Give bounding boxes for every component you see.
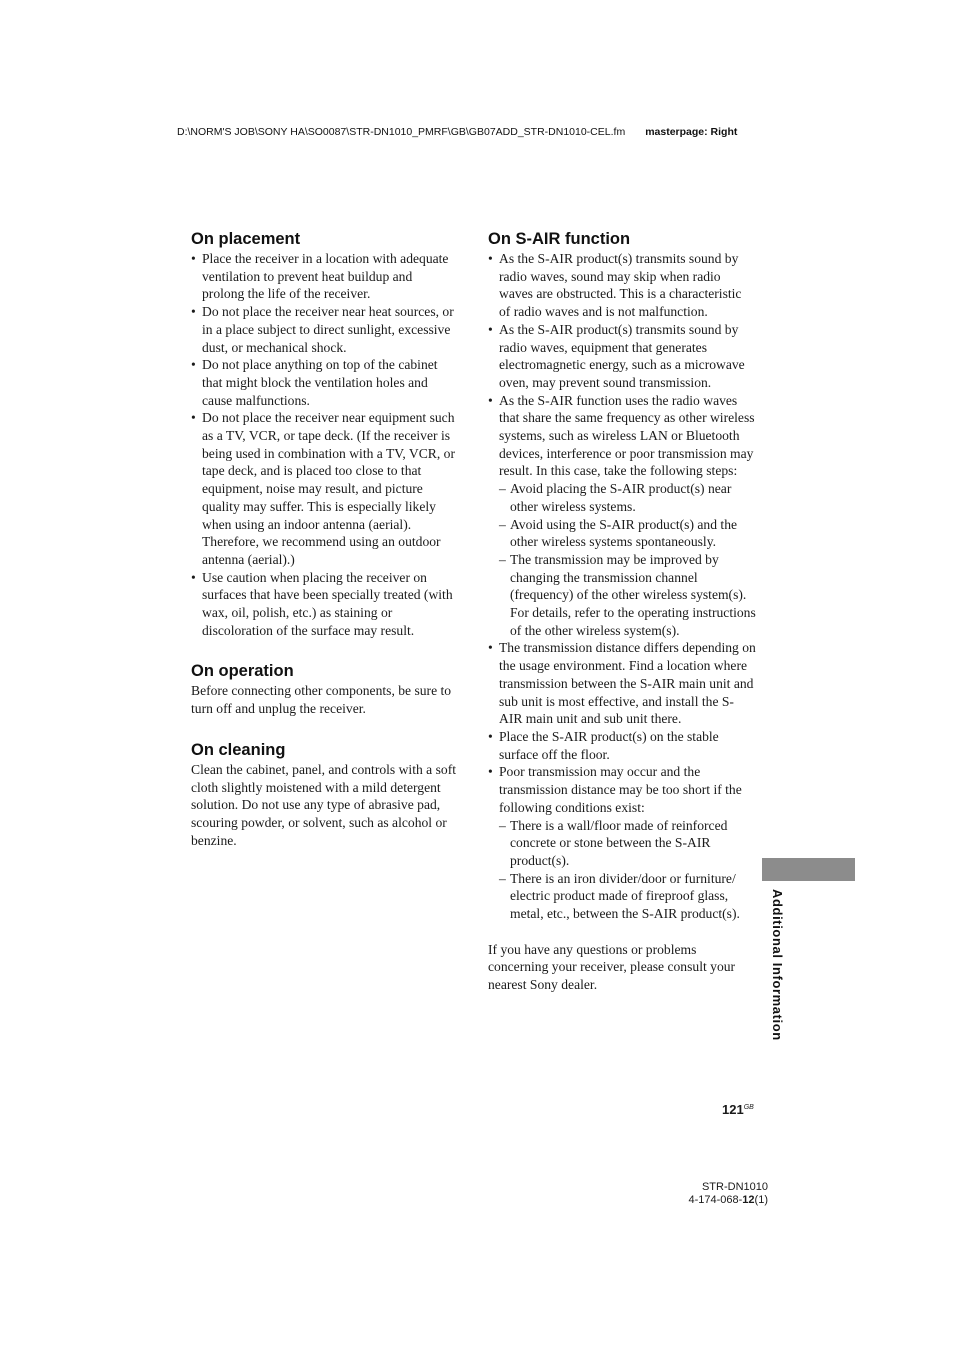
list-item — [488, 392, 756, 640]
section-title: On S-AIR function — [488, 230, 631, 248]
model-name: STR-DN1010 — [701, 1181, 768, 1193]
section-on-cleaning — [191, 740, 457, 850]
side-tab-label: Additional Information — [770, 889, 785, 1041]
list-item: • Place the receiver in a location with adequate ventilation to prevent heat buildup and prolong the life of the receiver. — [191, 250, 457, 303]
section-title: On operation — [191, 662, 294, 681]
page-number-value: 121 — [722, 1102, 744, 1117]
section-title: On cleaning — [191, 740, 286, 759]
section-title: On placement — [191, 230, 301, 248]
list-item: • Place the S-AIR product(s) on the stable surface off the floor. — [488, 728, 756, 763]
list-item-text: Poor transmission may occur and the transmission distance may be too short if the following conditions exist: — [499, 764, 742, 815]
model-code: 4-174-068-12(1) — [688, 1194, 768, 1206]
list-item-text: As the S-AIR function uses the radio waves that share the same frequency as other wireless systems, such as wireless LAN or Bluetooth devices, interference or poor transmission may result. In this case, take the following steps: — [499, 392, 755, 479]
masterpage-label: masterpage: Right — [645, 126, 738, 138]
section-text: Clean the cabinet, panel, and controls with a soft cloth slightly moistened with a mild detergent solution. Do not use any type of abrasive pad, scouring powder, or solvent, such as alcohol or benzine. — [191, 761, 456, 848]
sub-list-item: – There is an iron divider/door or furniture/ electric product made of fireproof glass, metal, etc., between the S-AIR product(s). — [499, 870, 756, 923]
sub-list — [499, 480, 756, 639]
list-item: • The transmission distance differs depending on the usage environment. Find a location where transmission between the S-AIR main unit and sub unit is most effective, and install the S-AIR main unit and sub unit there. — [488, 639, 756, 728]
model-footer — [688, 1181, 768, 1207]
section-text: Before connecting other components, be sure to turn off and unplug the receiver. — [191, 683, 452, 717]
list-item: • Do not place the receiver near heat sources, or in a place subject to direct sunlight, excessive dust, or mechanical shock. — [191, 303, 457, 356]
list-item: • Do not place the receiver near equipment such as a TV, VCR, or tape deck. (If the receiver is being used in combination with a TV, VCR, or tape deck, and is placed too close to that equipment, noise may result, and picture quality may suffer. This is especially likely when using an indoor antenna (aerial). Therefore, we recommend using an outdoor antenna (aerial).) — [191, 409, 457, 568]
list-item: • Do not place anything on top of the cabinet that might block the ventilation holes and cause malfunctions. — [191, 356, 457, 409]
list-item: • As the S-AIR product(s) transmits sound by radio waves, equipment that generates electromagnetic energy, such as a microwave oven, may prevent sound transmission. — [488, 321, 756, 392]
list-item: • As the S-AIR product(s) transmits sound by radio waves, sound may skip when radio waves are obstructed. This is a characteristic of radio waves and is not malfunction. — [488, 250, 756, 321]
right-column — [488, 229, 756, 994]
sub-list-item: – There is a wall/floor made of reinforced concrete or stone between the S-AIR product(s). — [499, 817, 756, 870]
bullet-list — [488, 250, 756, 923]
section-on-placement — [191, 229, 457, 639]
left-column — [191, 229, 457, 849]
list-item — [488, 763, 756, 922]
file-path: D:\NORM'S JOB\SONY HA\SO0087\STR-DN1010_PMRF\GB\GB07ADD_STR-DN1010-CEL.fm — [177, 126, 626, 138]
list-item: • Use caution when placing the receiver on surfaces that have been specially treated (with wax, oil, polish, etc.) as staining or discoloration of the surface may result. — [191, 569, 457, 640]
sub-list — [499, 817, 756, 923]
page-number — [722, 1102, 754, 1117]
sub-list-item: – Avoid using the S-AIR product(s) and the other wireless systems spontaneously. — [499, 516, 756, 551]
section-on-operation — [191, 661, 457, 717]
sub-list-item: – Avoid placing the S-AIR product(s) near other wireless systems. — [499, 480, 756, 515]
bullet-list — [191, 250, 457, 639]
file-path-header — [177, 126, 737, 138]
closing-text: If you have any questions or problems concerning your receiver, please consult your nearest Sony dealer. — [488, 941, 736, 993]
sub-list-item: – The transmission may be improved by changing the transmission channel (frequency) of the other wireless system(s). For details, refer to the operating instructions of the other wireless system(s). — [499, 551, 756, 640]
section-tab-marker — [762, 858, 855, 881]
section-on-s-air-function — [488, 229, 756, 994]
page-number-suffix: GB — [743, 1104, 754, 1111]
